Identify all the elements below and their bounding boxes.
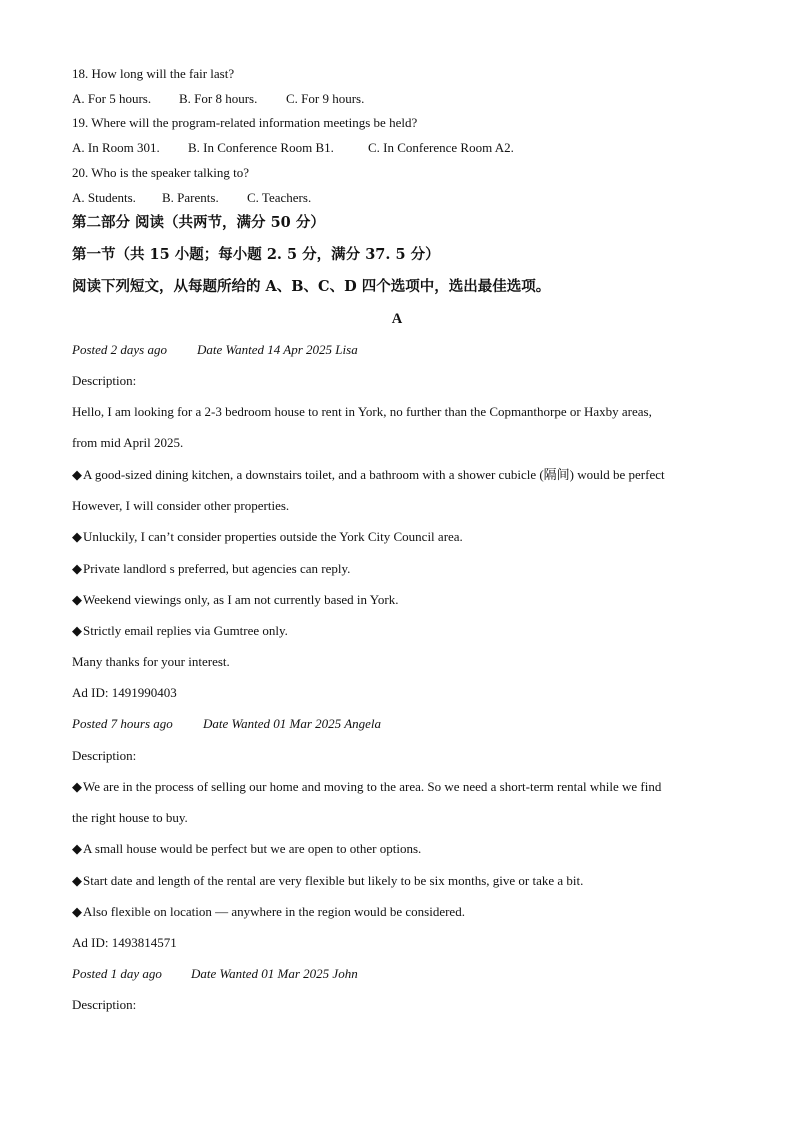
ad2-bullet-1-text: We are in the process of selling our home and moving to the area. So we need a short-term rental while we find [83,779,662,794]
ad2-bullet-2-text: A small house would be perfect but we are open to other options. [83,841,422,856]
q18-option-c: C. For 9 hours. [286,91,365,106]
q19-option-a: A. In Room 301. [72,140,160,155]
part2-title: 第二部分 阅读（共两节，满分 50 分） [72,214,325,231]
q19-options [72,140,514,156]
section1-title: 第一节（共 15 小题；每小题 2. 5 分，满分 37. 5 分） [72,246,440,263]
ad2-post-line [72,716,381,732]
q18-option-a: A. For 5 hours. [72,91,152,106]
diamond-bullet-icon: ◆ [72,841,82,856]
q18-stem: 18. How long will the fair last? [72,66,235,81]
diamond-bullet-icon: ◆ [72,873,82,888]
diamond-bullet-icon: ◆ [72,592,82,607]
ad1-bullet-1 [72,467,665,483]
ad1-date-wanted: Date Wanted 14 Apr 2025 Lisa [197,342,358,357]
ad2-date-wanted: Date Wanted 01 Mar 2025 Angela [203,716,382,731]
ad1-id: Ad ID: 1491990403 [72,685,177,700]
passage-heading: A [391,311,403,327]
ad1-description-label: Description: [72,373,137,388]
ad2-bullet-3 [72,873,583,889]
q20-option-a: A. Students. [72,190,136,205]
ad2-bullet-3-text: Start date and length of the rental are very flexible but likely to be six months, give or take a bit. [83,873,584,888]
diamond-bullet-icon: ◆ [72,529,82,544]
ad2-bullet-4-text: Also flexible on location — anywhere in the region would be considered. [83,904,465,919]
ad1-closing: Many thanks for your interest. [72,654,230,669]
ad1-bullet-3-text: Private landlord s preferred, but agencies can reply. [83,561,351,576]
ad1-bullet-5-text: Strictly email replies via Gumtree only. [83,623,288,638]
diamond-bullet-icon: ◆ [72,561,82,576]
ad1-post-line [72,342,358,358]
q20-option-c: C. Teachers. [247,190,312,205]
diamond-bullet-icon: ◆ [72,904,82,919]
q20-stem: 20. Who is the speaker talking to? [72,165,250,180]
ad2-bullet-1-cont: the right house to buy. [72,810,188,825]
ad2-bullet-1 [72,779,661,795]
ad1-posted: Posted 2 days ago [72,342,167,357]
q19-option-c: C. In Conference Room A2. [368,140,514,155]
ad2-posted: Posted 7 hours ago [72,716,173,731]
diamond-bullet-icon: ◆ [72,623,82,638]
ad1-intro-line2: from mid April 2025. [72,435,184,450]
ad1-bullet-2 [72,529,463,545]
ad3-post-line [72,966,358,982]
ad1-bullet-2-text: Unluckily, I can’t consider properties outside the York City Council area. [83,529,463,544]
ad1-bullet-4-text: Weekend viewings only, as I am not currently based in York. [83,592,399,607]
ad3-posted: Posted 1 day ago [72,966,162,981]
ad2-id: Ad ID: 1493814571 [72,935,177,950]
q20-option-b: B. Parents. [162,190,219,205]
q20-options [72,190,311,206]
q18-options [72,91,364,107]
ad3-description-label: Description: [72,997,137,1012]
ad2-bullet-2 [72,841,421,857]
ad1-bullet-5 [72,623,288,639]
diamond-bullet-icon: ◆ [72,779,82,794]
ad2-bullet-4 [72,904,465,920]
ad1-bullet-3 [72,561,350,577]
q18-option-b: B. For 8 hours. [179,91,258,106]
q19-option-b: B. In Conference Room B1. [188,140,334,155]
reading-instruction: 阅读下列短文，从每题所给的 A、B、C、D 四个选项中，选出最佳选项。 [72,278,551,295]
ad2-description-label: Description: [72,748,137,763]
diamond-bullet-icon: ◆ [72,467,82,482]
ad1-bullet-1-text: A good-sized dining kitchen, a downstairs toilet, and a bathroom with a shower cubicle (隔间) would be perfect [83,467,665,482]
ad1-bullet-1-cont: However, I will consider other properties. [72,498,290,513]
ad1-bullet-4 [72,592,398,608]
ad3-date-wanted: Date Wanted 01 Mar 2025 John [191,966,358,981]
ad1-intro-line1: Hello, I am looking for a 2-3 bedroom house to rent in York, no further than the Copmanthorpe or Haxby areas, [72,404,652,419]
q19-stem: 19. Where will the program-related information meetings be held? [72,115,418,130]
